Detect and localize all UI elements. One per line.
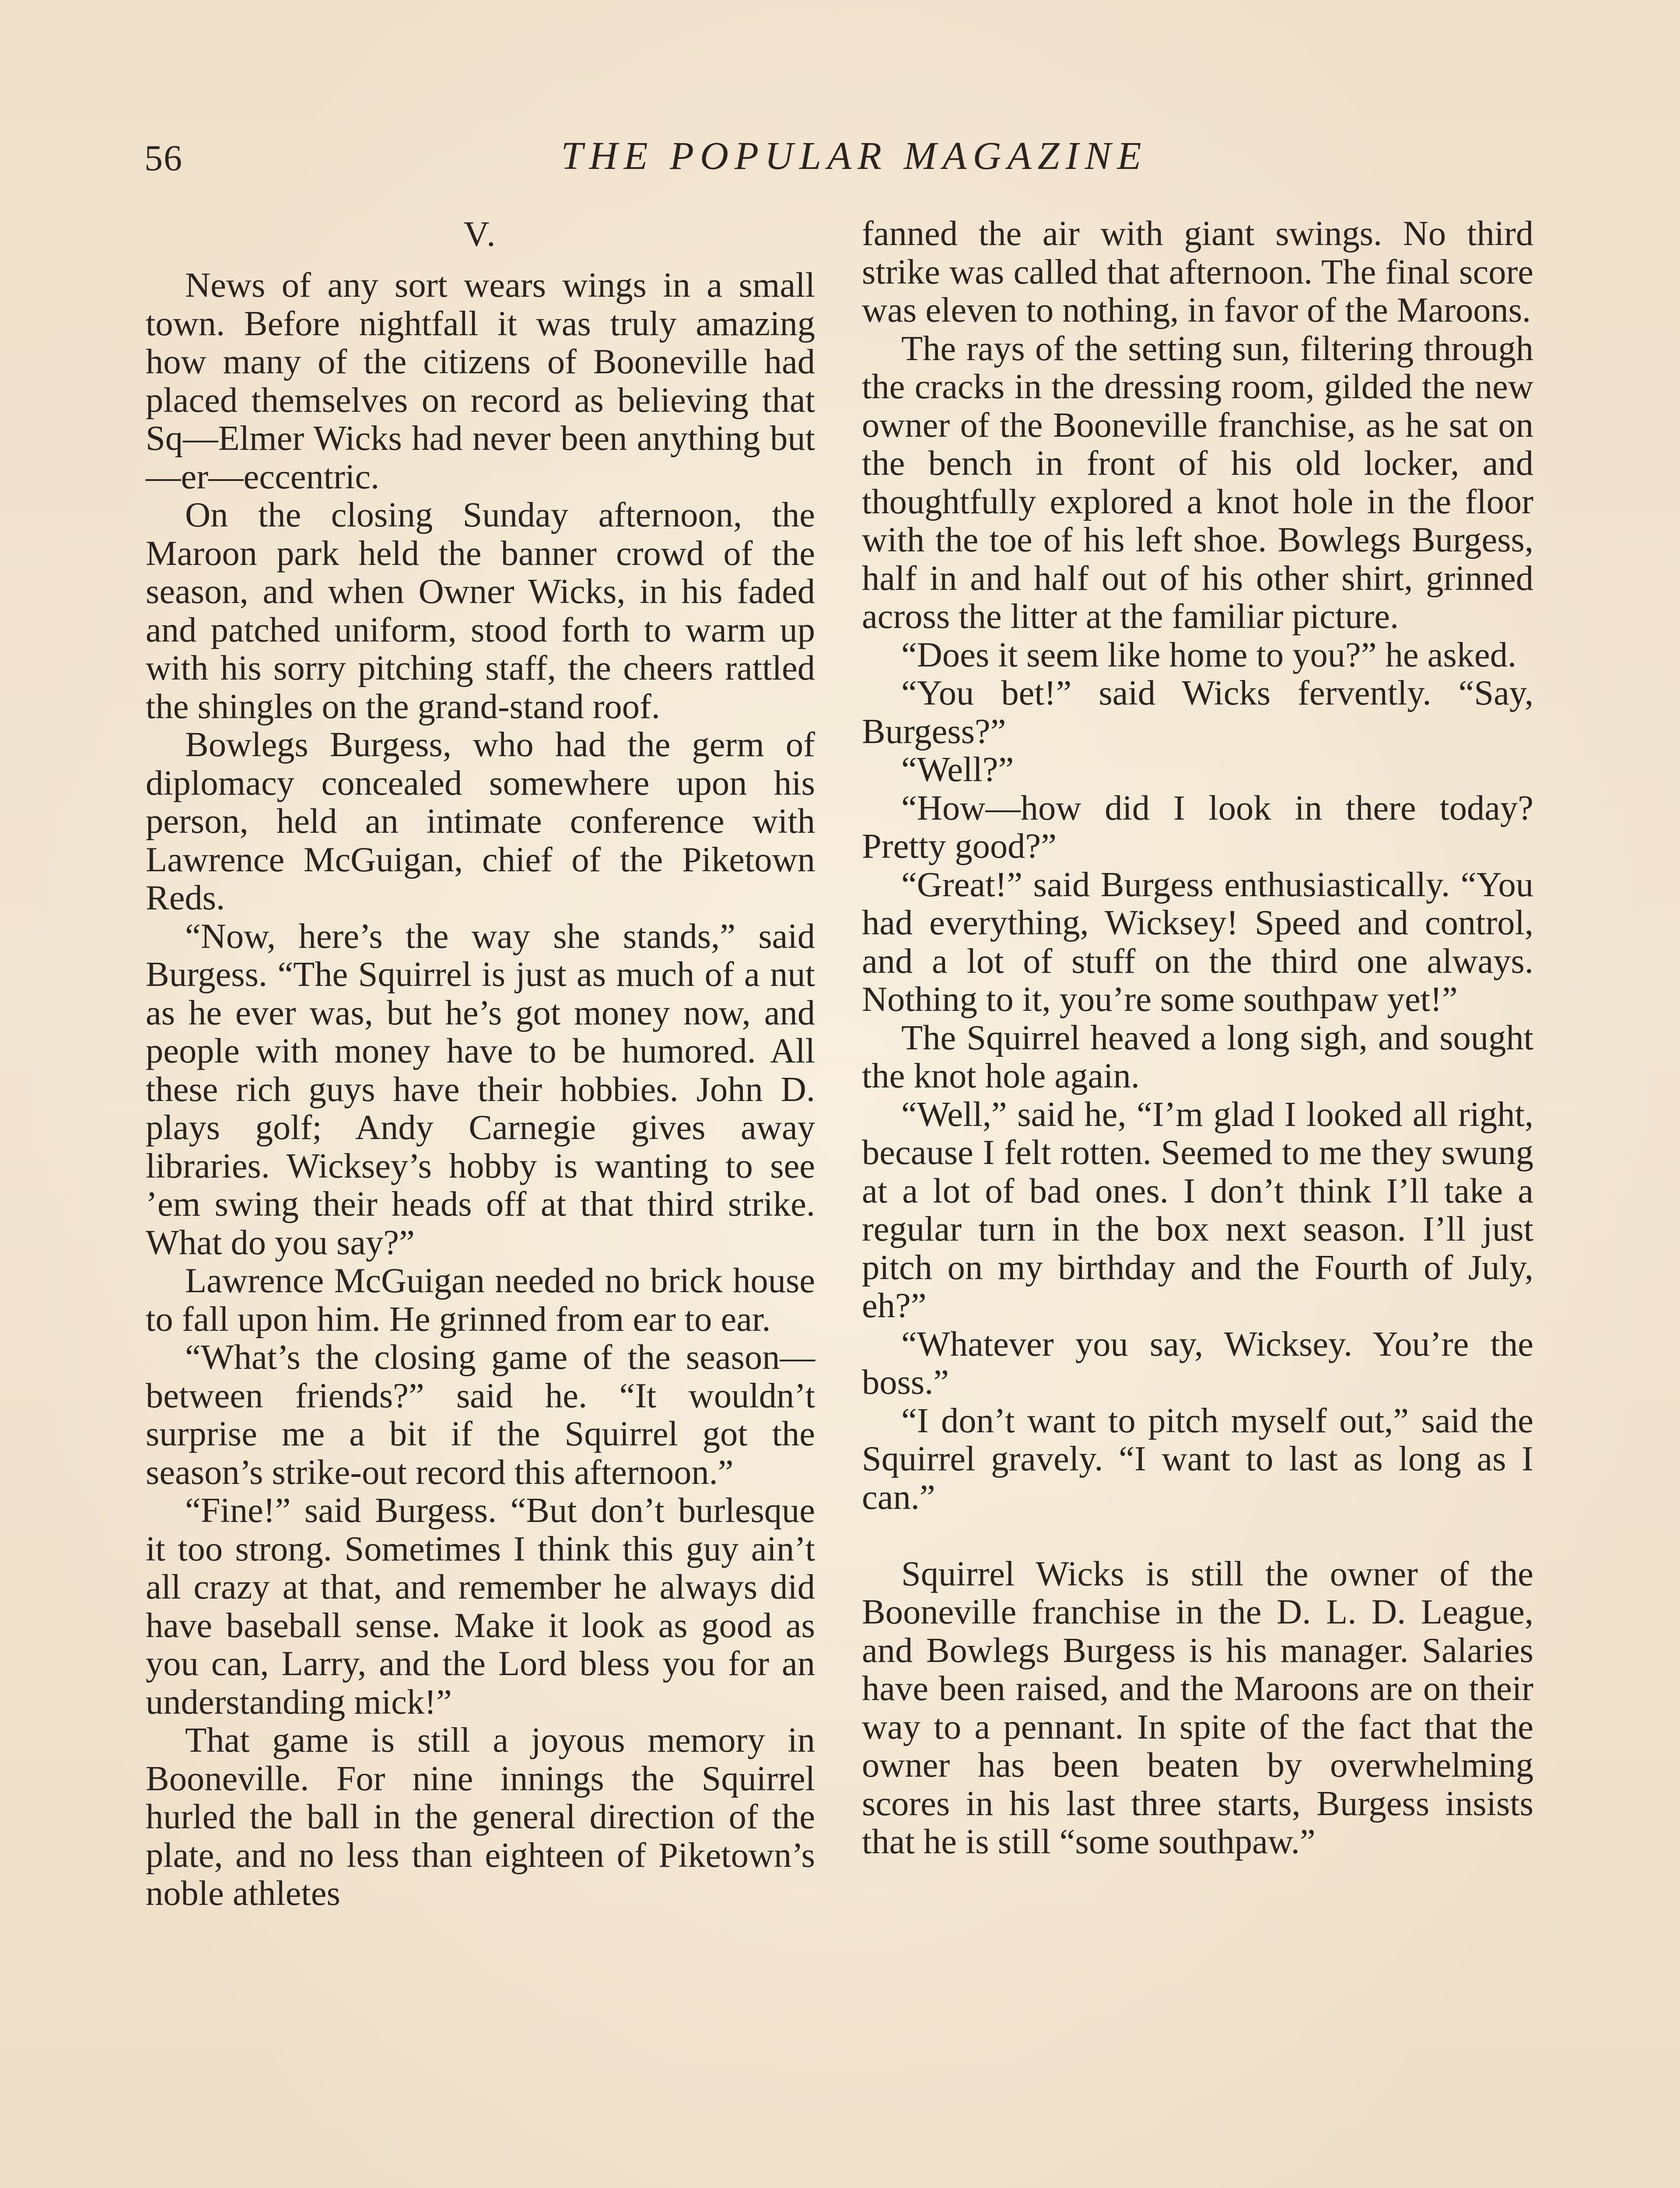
- epilogue-paragraph: Squirrel Wicks is still the owner of the Booneville franchise in the D. L. D. League, and Bowlegs Burgess is his manager. Salaries have been raised, and the Maroons are on their way to a pennant. In spite of the fact that the owner has been beaten by overwhelming scores in his last three starts, Burgess insists that he is still “some southpaw.”: [862, 1554, 1533, 1861]
- paragraph: Bowlegs Burgess, who had the germ of diplomacy concealed somewhere upon his person, held an intimate conference with Lawrence McGuigan, chief of the Piketown Reds.: [146, 725, 815, 917]
- page-header: [144, 133, 1538, 182]
- paragraph: “What’s the closing game of the season—between friends?” said he. “It wouldn’t surprise me a bit if the Squirrel got the season’s strike-out record this afternoon.”: [146, 1338, 815, 1492]
- paragraph: “Does it seem like home to you?” he asked.: [901, 635, 1517, 674]
- running-head: THE POPULAR MAGAZINE: [561, 134, 1148, 178]
- right-column: [862, 214, 1533, 1861]
- paragraph: That game is still a joyous memory in Booneville. For nine innings the Squirrel hurled the ball in the general direction of the plate, and no less than eighteen of Piketown’s noble athletes: [146, 1721, 815, 1913]
- paragraph: “You bet!” said Wicks fervently. “Say, Burgess?”: [862, 673, 1533, 751]
- paragraph: News of any sort wears wings in a small town. Before nightfall it was truly amazing how many of the citizens of Booneville had placed themselves on record as believing that Sq—Elmer Wicks had never been anything but—er—eccentric.: [146, 266, 815, 496]
- section-heading: V.: [463, 214, 497, 254]
- page-number: 56: [144, 138, 183, 179]
- paragraph: Lawrence McGuigan needed no brick house to fall upon him. He grinned from ear to ear.: [146, 1261, 815, 1339]
- paragraph: “I don’t want to pitch myself out,” said the Squirrel gravely. “I want to last as long as I can.”: [862, 1401, 1533, 1517]
- paragraph: “Fine!” said Burgess. “But don’t burlesque it too strong. Sometimes I think this guy ain’t all crazy at that, and remember he always did have baseball sense. Make it look as good as you can, Larry, and the Lord bless you for an understanding mick!”: [146, 1491, 815, 1722]
- paragraph: On the closing Sunday afternoon, the Maroon park held the banner crowd of the season, and when Owner Wicks, in his faded and patched uniform, stood forth to warm up with his sorry pitching staff, the cheers rattled the shingles on the grand-stand roof.: [146, 495, 815, 726]
- paragraph: “Well?”: [901, 750, 1014, 789]
- paragraph: fanned the air with giant swings. No third strike was called that afternoon. The final score was eleven to nothing, in favor of the Maroons.: [862, 214, 1533, 330]
- paragraph: The rays of the setting sun, filtering through the cracks in the dressing room, gilded the new owner of the Booneville franchise, as he sat on the bench in front of his old locker, and thoughtfully explored a knot hole in the floor with the toe of his left shoe. Bowlegs Burgess, half in and half out of his other shirt, grinned across the litter at the familiar picture.: [862, 329, 1533, 636]
- paragraph: “Whatever you say, Wicksey. You’re the boss.”: [862, 1324, 1533, 1402]
- paragraph: The Squirrel heaved a long sigh, and sought the knot hole again.: [862, 1018, 1533, 1095]
- paragraph: “Great!” said Burgess enthusiastically. “You had everything, Wicksey! Speed and control, and a lot of stuff on the third one always. Nothing to it, you’re some southpaw yet!”: [862, 865, 1533, 1019]
- paragraph: “How—how did I look in there today? Pretty good?”: [862, 788, 1533, 866]
- paragraph: “Now, here’s the way she stands,” said Burgess. “The Squirrel is just as much of a nut as he ever was, but he’s got money now, and people with money have to be humored. All these rich guys have their hobbies. John D. plays golf; Andy Carnegie gives away libraries. Wicksey’s hobby is wanting to see ’em swing their heads off at that third strike. What do you say?”: [146, 916, 815, 1262]
- left-column: [146, 214, 815, 1913]
- paragraph: “Well,” said he, “I’m glad I looked all right, because I felt rotten. Seemed to me they swung at a lot of bad ones. I don’t think I’ll take a regular turn in the box next season. I’ll just pitch on my birthday and the Fourth of July, eh?”: [862, 1094, 1533, 1325]
